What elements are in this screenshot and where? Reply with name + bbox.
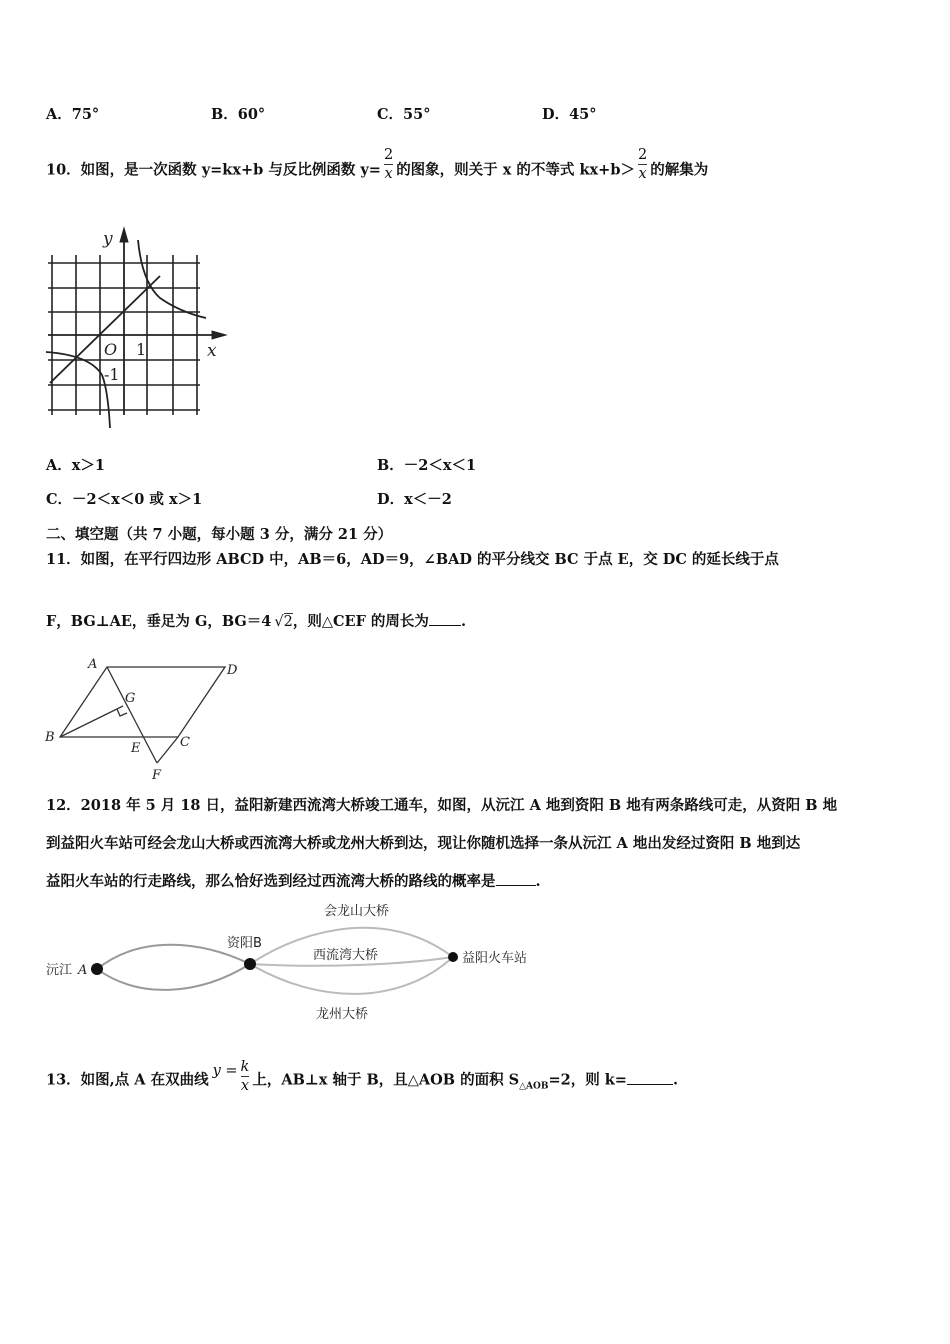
svg-text:F: F	[152, 768, 162, 783]
tick-x: 1	[136, 340, 147, 359]
q10-graph	[46, 228, 226, 428]
q12-line3: 益阳火车站的行走路线，那么恰好选到经过西流湾大桥的路线的概率是 .	[46, 873, 541, 890]
point-b	[244, 958, 256, 970]
y-arrow-icon	[120, 228, 128, 242]
tick-y: -1	[104, 365, 120, 384]
q9-option-b: B．60°	[211, 106, 266, 123]
x-label: x	[207, 341, 217, 361]
svg-text:A: A	[78, 963, 88, 978]
hyperbola-branch-1	[138, 240, 206, 318]
q9-option-a: A．75°	[46, 106, 100, 123]
q12-line2: 到益阳火车站可经会龙山大桥或西流湾大桥或龙州大桥到达，现让你随机选择一条从沅江 A 地出发经过资阳 B 地到达	[46, 835, 801, 852]
q10-option-d: D．x＜－2	[377, 491, 452, 508]
q9-option-c: C．55°	[377, 106, 431, 123]
q11-parallelogram	[60, 667, 225, 763]
point-a	[91, 963, 103, 975]
svg-text:D: D	[227, 663, 238, 678]
q10-question: 10．如图，是一次函数 y=kx+b 与反比例函数 y= $\frac{2}{x}$ 的图象，则关于 x 的不等式 kx+b＞ $\frac{2}{x}$ 的解集为	[46, 147, 709, 182]
svg-text:资阳B: 资阳B	[227, 936, 262, 951]
svg-text:西流湾大桥: 西流湾大桥	[313, 948, 379, 963]
q10-option-a: A．x＞1	[46, 457, 105, 474]
svg-text:G: G	[125, 691, 136, 706]
svg-text:会龙山大桥: 会龙山大桥	[324, 904, 390, 919]
section-heading: 二、填空题（共 7 小题，每小题 3 分，满分 21 分）	[46, 526, 393, 543]
svg-text:龙州大桥: 龙州大桥	[316, 1007, 369, 1022]
q9-option-d: D．45°	[542, 106, 597, 123]
q10-option-c: C．－2＜x＜0 或 x＞1	[46, 491, 203, 508]
origin-label: O	[104, 340, 118, 359]
point-station	[448, 952, 458, 962]
svg-text:C: C	[180, 735, 190, 750]
q13-question: 13．如图,点 A 在双曲线y = $\frac{k}{x}$ 上，AB⊥x 轴于 B，且△AOB 的面积 $S_{\triangle AOB}=2$，则 k= .	[46, 1059, 679, 1094]
svg-text:沅江: 沅江	[46, 963, 73, 978]
x-arrow-icon	[212, 331, 226, 339]
q12-line1: 12．2018 年 5 月 18 日，益阳新建西流湾大桥竣工通车，如图，从沅江 A 地到资阳 B 地有两条路线可走，从资阳 B 地	[46, 797, 838, 814]
svg-text:益阳火车站: 益阳火车站	[462, 951, 528, 966]
q11-line1: 11．如图，在平行四边形 ABCD 中，AB＝6，AD＝9，∠BAD 的平分线交 BC 于点 E，交 DC 的延长线于点	[46, 551, 779, 568]
svg-text:A: A	[88, 657, 98, 672]
svg-text:E: E	[131, 741, 141, 756]
q12-route-map	[97, 928, 453, 994]
y-label: y	[103, 229, 113, 249]
svg-text:B: B	[45, 730, 55, 745]
q11-line2: F，BG⊥AE，垂足为 G，BG＝4 √2，则△CEF 的周长为 .	[46, 613, 466, 630]
q10-option-b: B．－2＜x＜1	[377, 457, 477, 474]
